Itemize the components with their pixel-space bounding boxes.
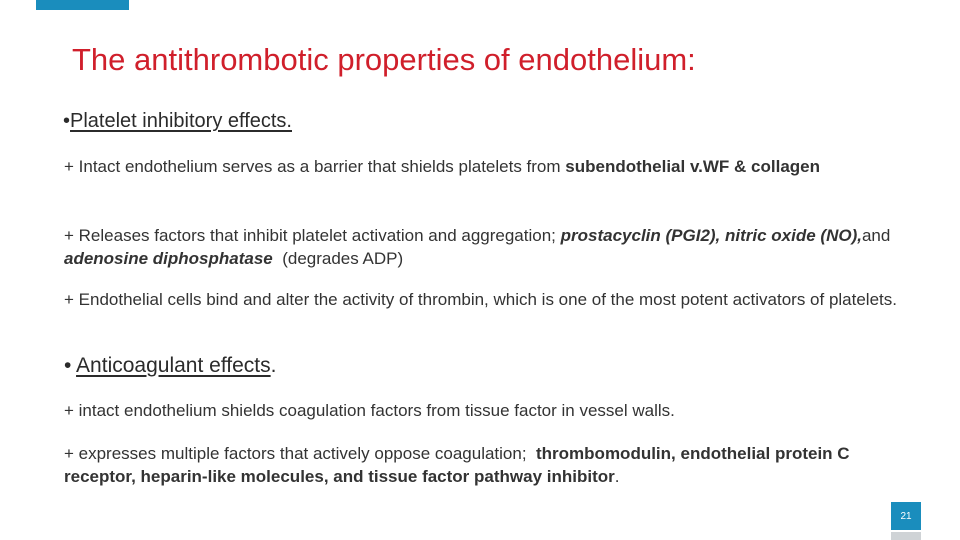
paragraph-releases-mid: and [861, 226, 891, 245]
bullet-marker: • [63, 110, 71, 132]
heading-platelet-inhibitory: Platelet inhibitory effects. [70, 110, 292, 132]
paragraph-thrombin: + Endothelial cells bind and alter the activity of thrombin, which is one of the most potent activators of platelets. [64, 290, 897, 309]
page-number-badge [891, 502, 921, 530]
bullet-platelet-inhibitory [63, 110, 292, 133]
paragraph-oppose-bold: thrombomodulin, endothelial protein C receptor, heparin-like molecules, and tissue factor pathway inhibitor [64, 444, 850, 486]
paragraph-barrier [64, 155, 904, 178]
paragraph-oppose-coagulation [64, 442, 904, 488]
paragraph-oppose-text: + expresses multiple factors that actively oppose coagulation; [64, 444, 537, 463]
paragraph-releases-factors-2: adenosine diphosphatase [64, 249, 273, 268]
paragraph-barrier-bold: subendothelial v.WF & collagen [565, 157, 820, 176]
paragraph-releases-tail: (degrades ADP) [272, 249, 404, 268]
top-accent-bar [36, 0, 129, 10]
heading-anticoagulant: Anticoagulant effects [76, 354, 271, 377]
bullet-marker: • [64, 354, 72, 377]
paragraph-releases-factors [64, 224, 904, 270]
slide-title: The antithrombotic properties of endothelium: [72, 42, 696, 77]
bullet-anticoagulant [64, 354, 276, 378]
paragraph-barrier-text: + Intact endothelium serves as a barrier that shields platelets from [64, 157, 566, 176]
heading-anticoagulant-period: . [270, 354, 277, 377]
paragraph-shields-coagulation: + intact endothelium shields coagulation factors from tissue factor in vessel walls. [64, 401, 675, 420]
paragraph-oppose-tail: . [614, 467, 620, 486]
page-number-strip [891, 532, 921, 540]
paragraph-releases-text: + Releases factors that inhibit platelet activation and aggregation; [64, 226, 561, 245]
paragraph-releases-factors-1: prostacyclin (PGI2), nitric oxide (NO), [560, 226, 862, 245]
page-number: 21 [900, 510, 912, 522]
